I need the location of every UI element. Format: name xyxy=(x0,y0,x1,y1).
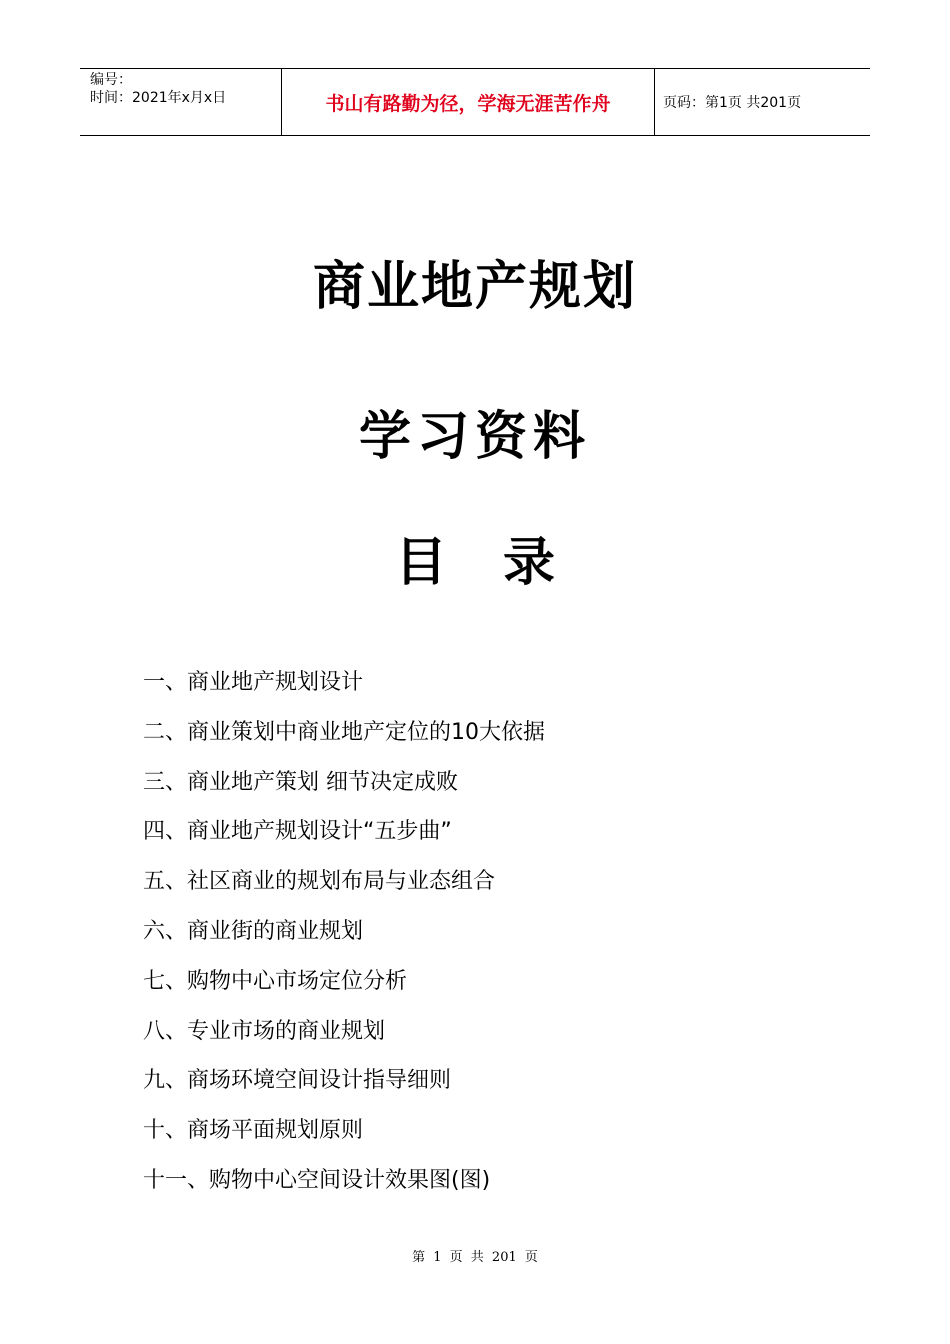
toc-heading xyxy=(0,520,950,595)
header-meta-cell xyxy=(80,69,282,135)
page-footer: 第 1 页 共 201 页 xyxy=(412,1250,538,1265)
toc-item[interactable]: 三、商业地产策划 细节决定成败 xyxy=(143,769,458,795)
serial-label: 编号： xyxy=(90,72,132,88)
toc-item[interactable]: 四、商业地产规划设计“五步曲” xyxy=(143,819,452,845)
toc-item[interactable]: 二、商业策划中商业地产定位的10大依据 xyxy=(143,719,545,745)
document-title: 商业地产规划 xyxy=(312,257,637,317)
toc-item[interactable]: 七、购物中心市场定位分析 xyxy=(143,968,408,994)
toc-item[interactable]: 八、专业市场的商业规划 xyxy=(143,1018,386,1044)
time-label: 时间：2021年x月x日 xyxy=(90,90,227,106)
toc-item[interactable]: 十、商场平面规划原则 xyxy=(143,1118,364,1144)
header-page-cell xyxy=(655,69,870,135)
toc-heading-char-2: 录 xyxy=(503,532,556,593)
toc-list xyxy=(143,664,545,1212)
toc-item[interactable]: 六、商业街的商业规划 xyxy=(143,918,364,944)
toc-item[interactable]: 十一、购物中心空间设计效果图(图) xyxy=(143,1167,491,1193)
document-subtitle: 学习资料 xyxy=(358,406,591,467)
toc-item[interactable]: 五、社区商业的规划布局与业态组合 xyxy=(143,869,496,895)
toc-item[interactable]: 一、商业地产规划设计 xyxy=(143,670,364,695)
header-motto-cell xyxy=(282,69,655,135)
toc-item[interactable]: 九、商场环境空间设计指导细则 xyxy=(143,1068,452,1094)
motto-text: 书山有路勤为径，学海无涯苦作舟 xyxy=(325,92,611,115)
toc-heading-char-1: 目 xyxy=(394,532,447,593)
page-header xyxy=(80,68,870,136)
page-info: 页码：第1页 共201页 xyxy=(663,95,802,111)
